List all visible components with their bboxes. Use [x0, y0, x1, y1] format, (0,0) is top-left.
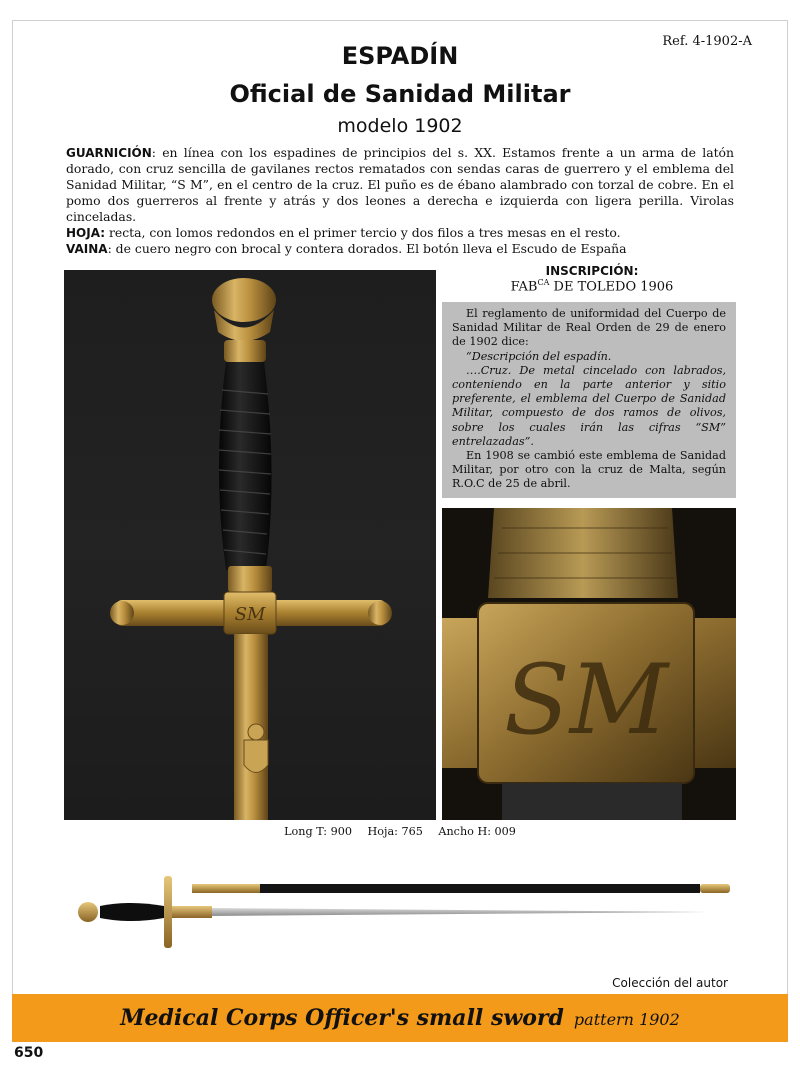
vaina-paragraph	[66, 241, 734, 257]
guarnicion-label: GUARNICIÓN	[66, 146, 152, 160]
guarnicion-paragraph	[66, 145, 734, 225]
hilt-photo	[64, 270, 436, 820]
english-title-banner	[12, 994, 788, 1042]
page-title: ESPADÍN	[341, 42, 459, 70]
note-quote-title: “Descripción del espadín.	[466, 349, 612, 363]
note-paragraph-2	[452, 350, 726, 364]
page-subtitle: Oficial de Sanidad Militar	[229, 80, 571, 108]
inscription-superscript: CA	[537, 278, 550, 287]
vaina-text: : de cuero negro con brocal y contera dorados. El botón lleva el Escudo de España	[107, 241, 627, 256]
emblem-illustration	[442, 508, 736, 820]
page-number: 650	[14, 1045, 44, 1061]
full-sword-photo	[70, 868, 740, 954]
inscription-text	[442, 278, 742, 294]
dimensions	[0, 825, 800, 838]
english-title: Medical Corps Officer's small sword	[120, 1005, 564, 1031]
english-pattern: pattern 1902	[573, 1010, 680, 1029]
inscription-label: INSCRIPCIÓN:	[545, 264, 639, 278]
hoja-paragraph	[66, 225, 734, 241]
model-year: modelo 1902	[337, 115, 463, 137]
emblem-detail-photo	[442, 508, 736, 820]
hoja-text: recta, con lomos redondos en el primer tercio y dos filos a tres mesas en el resto.	[105, 225, 621, 240]
regulation-note	[442, 302, 736, 498]
hilt-illustration	[64, 270, 436, 820]
note-paragraph-1: El reglamento de uniformidad del Cuerpo de Sanidad Militar de Real Orden de 29 de enero de 1902 dice:	[452, 307, 726, 349]
description	[66, 145, 734, 257]
collection-credit: Colección del autor	[612, 976, 728, 990]
note-paragraph-4: En 1908 se cambió este emblema de Sanidad Militar, por otro con la cruz de Malta, según R.O.C de 25 de abril.	[452, 449, 726, 491]
note-paragraph-3	[452, 364, 726, 449]
note-quote-body: ….Cruz. De metal cincelado con labrados, conteniendo en la parte anterior y sitio preferente, el emblema del Cuerpo de Sanidad Militar, compuesto de dos ramos de olivos, sobre los cuales irán las cifras “SM” entrelazadas”.	[452, 363, 726, 448]
blade-length: Hoja: 765	[367, 825, 423, 838]
blade-width: Ancho H: 009	[438, 825, 516, 838]
inscription-prefix: FAB	[510, 279, 538, 295]
inscription-suffix: DE TOLEDO 1906	[549, 279, 674, 295]
guarnicion-text: : en línea con los espadines de principios del s. XX. Estamos frente a un arma de latón dorado, con cruz sencilla de gavilanes rectos rematados con sendas caras de guerrero y el emblema del Sanidad Militar, “S M”, en el centro de la cruz. El puño es de ébano alambrado con torzal de cobre. En el pomo dos guerreros al frente y atrás y dos leones a derecha e izquierda con ligera perilla. Virolas cinceladas.	[66, 145, 734, 224]
svg-text:SM: SM	[503, 644, 669, 756]
full-sword-illustration	[70, 868, 740, 954]
hoja-label: HOJA:	[66, 226, 106, 240]
svg-text:SM: SM	[234, 604, 266, 625]
vaina-label: VAINA	[66, 242, 108, 256]
total-length: Long T: 900	[284, 825, 352, 838]
reference-code: Ref. 4-1902-A	[662, 34, 752, 49]
